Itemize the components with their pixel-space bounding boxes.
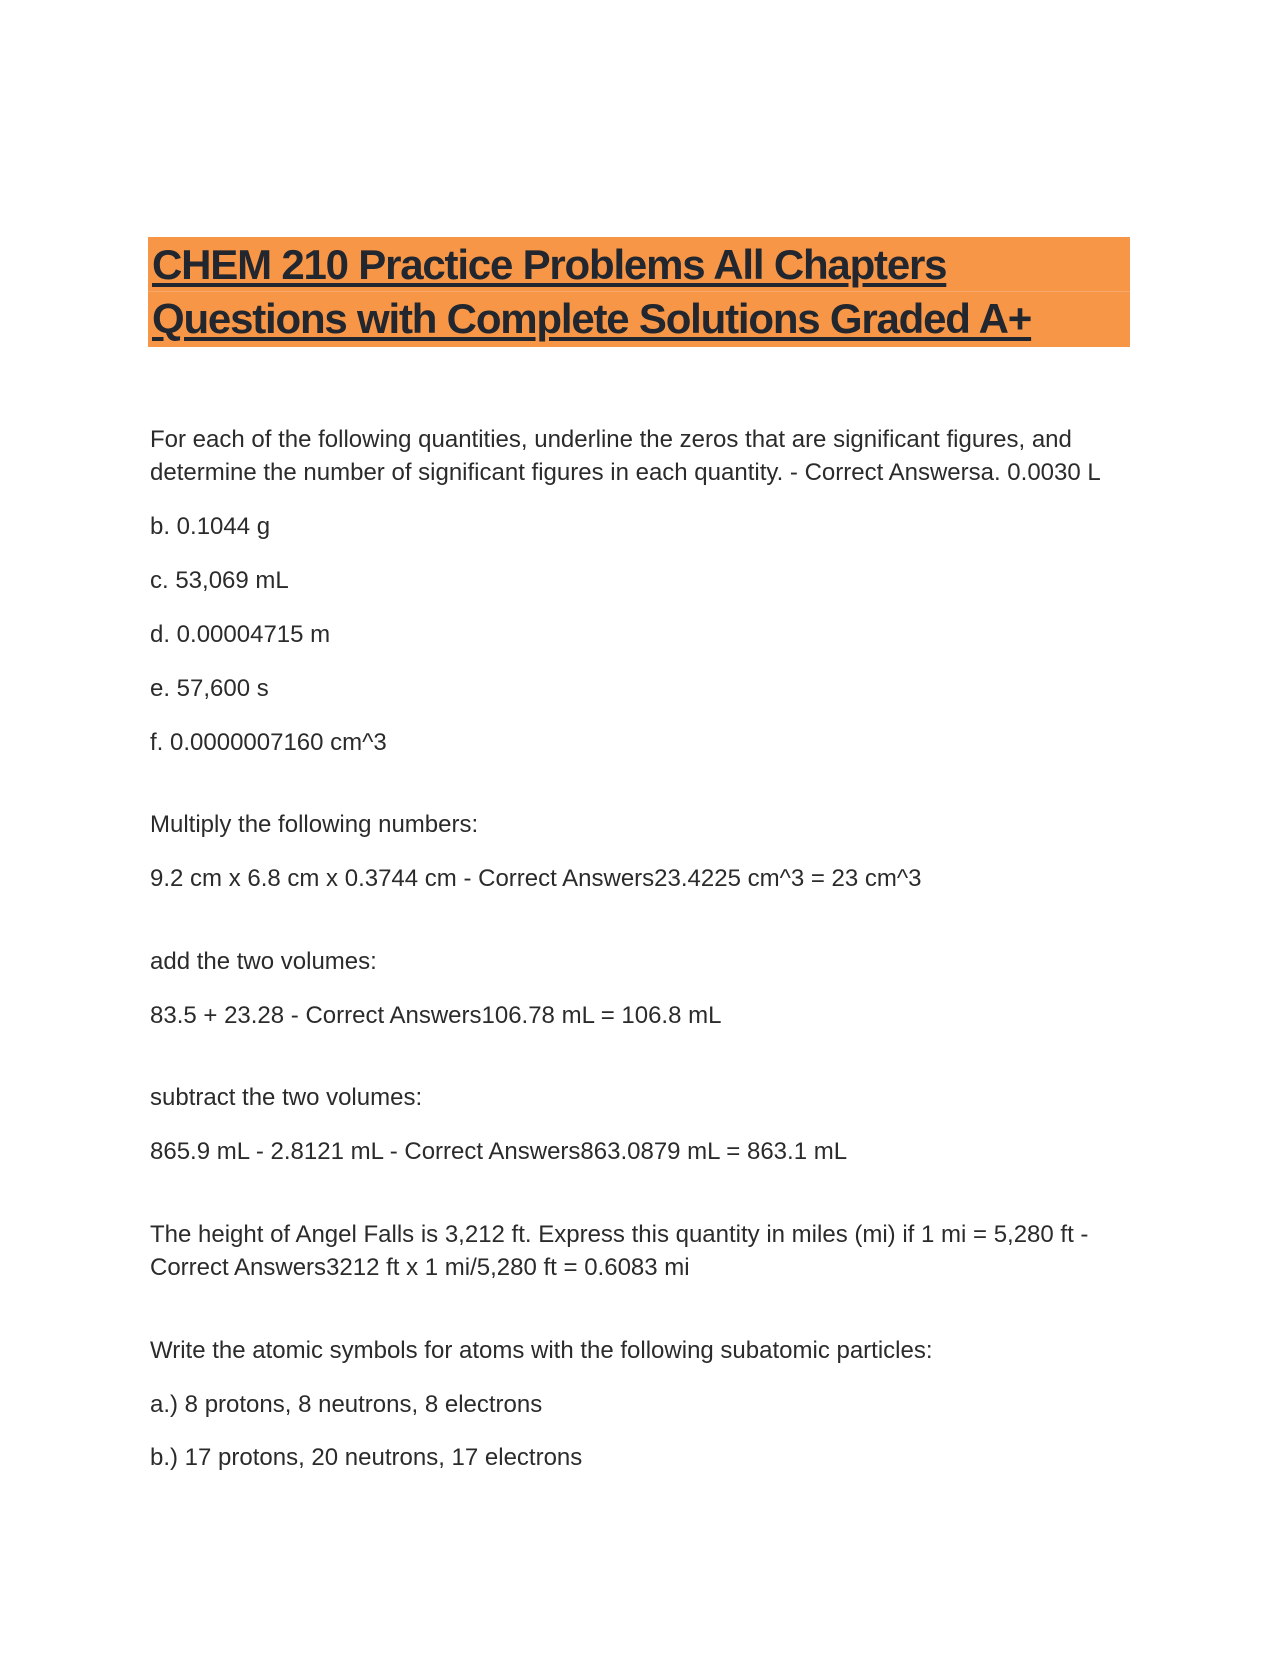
title-divider <box>148 291 1130 292</box>
q5-prompt-line-1: The height of Angel Falls is 3,212 ft. Express this quantity in miles (mi) if 1 mi = 5,280 ft - <box>150 1221 1089 1248</box>
q1-item-c: c. 53,069 mL <box>150 567 289 594</box>
q1-item-f: f. 0.0000007160 cm^3 <box>150 729 387 756</box>
q6-item-b: b.) 17 protons, 20 neutrons, 17 electrons <box>150 1444 583 1471</box>
q1-item-d: d. 0.00004715 m <box>150 621 331 648</box>
q2-prompt: Multiply the following numbers: <box>150 811 479 838</box>
q1-prompt-line-1: For each of the following quantities, underline the zeros that are significant figures, and <box>150 426 1072 453</box>
q3-answer: 83.5 + 23.28 - Correct Answers106.78 mL = 106.8 mL <box>150 1002 722 1029</box>
q5-prompt-line-2: Correct Answers3212 ft x 1 mi/5,280 ft = 0.6083 mi <box>150 1254 690 1281</box>
q2-answer: 9.2 cm x 6.8 cm x 0.3744 cm - Correct Answers23.4225 cm^3 = 23 cm^3 <box>150 865 922 892</box>
q4-answer: 865.9 mL - 2.8121 mL - Correct Answers863.0879 mL = 863.1 mL <box>150 1138 848 1165</box>
document-title-line-1: CHEM 210 Practice Problems All Chapters <box>152 241 947 288</box>
q1-item-e: e. 57,600 s <box>150 675 269 702</box>
document-title-banner <box>148 237 1130 347</box>
q4-prompt: subtract the two volumes: <box>150 1084 423 1111</box>
q1-prompt-line-2: determine the number of significant figures in each quantity. - Correct Answersa. 0.0030 L <box>150 459 1101 486</box>
q3-prompt: add the two volumes: <box>150 948 377 975</box>
document-title-line-2: Questions with Complete Solutions Graded A+ <box>152 295 1032 342</box>
q6-prompt: Write the atomic symbols for atoms with the following subatomic particles: <box>150 1337 933 1364</box>
q6-item-a: a.) 8 protons, 8 neutrons, 8 electrons <box>150 1391 543 1418</box>
q1-item-b: b. 0.1044 g <box>150 513 271 540</box>
